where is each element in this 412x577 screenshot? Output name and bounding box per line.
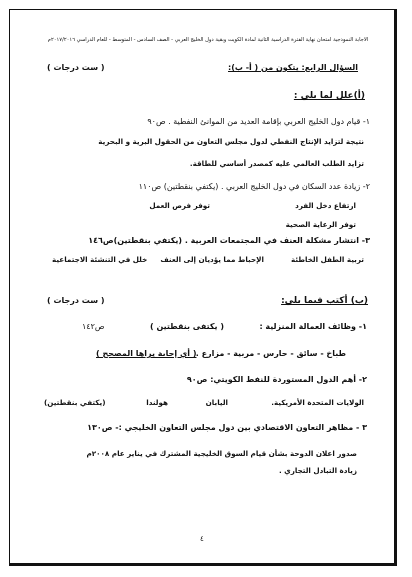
part-b-q1-note: ( يكتفى بنقطتين ) [150,322,224,331]
part-b-q1-answer: طباخ - سائق - حارس - مربية - مزارع . [195,349,346,358]
part-a-q2-answer-1: ارتفاع دخل الفرد [295,201,356,210]
page-header: الاجابة النموذجية امتحان نهاية الفترة الدراسية الثانية لمادة الكويت وبقية دول الخليج العربي - الصف السادس - المتوسط - للعام الدراسي ٢٠١٧/٢٠١٦م [47,37,369,43]
part-b-q2-answer-1: الولايات المتحدة الأمريكية. [271,398,364,407]
part-b-q2-note: (يكتفي بنقطتين) [44,398,106,407]
part-a-q1-answer-1: نتيجة لتزايد الإنتاج النفطي لدول مجلس التعاون من الحقول البرية و البحرية [98,137,364,146]
part-b-q3-answer-2: زيادة التبادل التجاري . [278,466,357,475]
part-b-title: (ب) أكتب فيما يلي: [281,296,368,306]
part-b-q1-any-answer: ( أي إجابة يراها المصحح ) [96,349,197,358]
part-a-q1-answer-2: تزايد الطلب العالمي عليه كمصدر أساسي للطاقة. [189,159,364,168]
page-number: ٤ [200,535,204,543]
part-b-q2: ٢- أهم الدول المستوردة للنفط الكويتي: ص٩٠ [186,375,367,384]
part-a-q2-answer-2: توفر فرص العمل [149,201,210,210]
part-a-q3-answer-3: خلل في التنشئة الاجتماعية [52,255,148,264]
part-a-q2: ٢- زيادة عدد السكان في دول الخليج العربي . (يكتفي بنقطتين) ص١١٠ [138,182,370,191]
part-a-q3-answer-1: تربية الطفل الخاطئة [290,255,364,264]
part-a-q3-answer-2: الإحباط مما يؤديان إلى العنف [160,255,264,264]
part-a-title: (أ)علل لما يلي : [293,91,365,101]
part-b-q3-answer-1: صدور اعلان الدوحة بشأن قيام السوق الخليجية المشترك في يناير عام ٢٠٠٨م [86,449,357,458]
question-marks: ( ست درجات ) [47,63,105,72]
part-a-q1: ١- قيام دول الخليج العربي بإقامة العديد من الموانئ النفطية . ص٩٠ [147,117,370,126]
part-b-q1: ١- وظائف العمالة المنزلية : [259,322,367,331]
part-a-q3: ٣- انتشار مشكلة العنف في المجتمعات العربية . (يكتفي بنقطتين)ص١٤٦ [88,236,370,245]
question-title: السؤال الرابع: يتكون من ( أ- ب): [228,63,358,72]
part-a-q2-answer-3: توفر الرعاية الصحية [285,220,356,229]
part-b-q3: ٣ - مظاهر التعاون الاقتصادي بين دول مجلس التعاون الخليجي :- ص١٣٠ [87,423,367,432]
part-b-q1-page: ص١٤٢ [82,322,105,331]
part-b-q2-answer-2: اليابان [205,398,228,407]
part-b-marks: ( ست درجات ) [47,296,105,305]
part-b-q2-answer-3: هولندا [146,398,168,407]
